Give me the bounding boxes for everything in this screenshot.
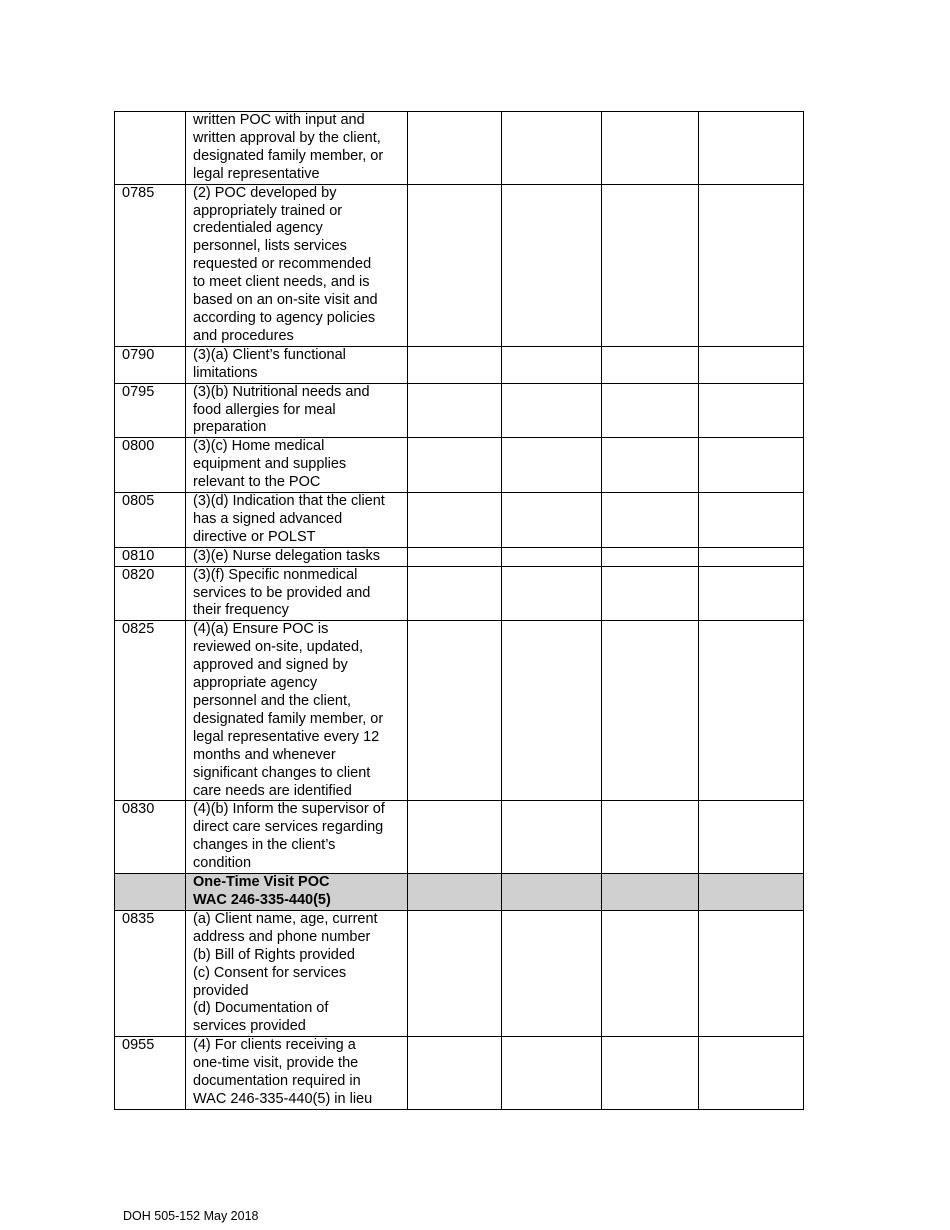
blank-entry-cell[interactable]	[699, 493, 804, 548]
table-row	[115, 493, 804, 548]
description-line: services provided	[193, 1018, 306, 1035]
requirement-description-cell	[186, 383, 408, 438]
blank-entry-cell[interactable]	[602, 438, 699, 493]
blank-entry-cell[interactable]	[699, 346, 804, 383]
rule-code-cell: 0820	[115, 566, 186, 621]
description-line: (3)(b) Nutritional needs and	[193, 383, 370, 400]
description-line: equipment and supplies	[193, 456, 347, 473]
description-line: (d) Documentation of	[193, 1000, 329, 1017]
blank-entry-cell[interactable]	[699, 801, 804, 874]
blank-entry-cell[interactable]	[602, 1037, 699, 1110]
footer-form-id: DOH 505-152 May 2018	[123, 1209, 259, 1223]
description-line: (c) Consent for services	[193, 964, 347, 981]
table-row	[115, 383, 804, 438]
description-line: WAC 246-335-440(5) in lieu	[193, 1090, 373, 1107]
rule-code-cell: 0785	[115, 184, 186, 346]
blank-entry-cell[interactable]	[602, 346, 699, 383]
description-line: designated family member, or	[193, 710, 384, 727]
requirement-description-cell	[186, 910, 408, 1036]
description-line: address and phone number	[193, 928, 371, 945]
description-line: based on an on-site visit and	[193, 292, 378, 309]
blank-entry-cell[interactable]	[408, 493, 502, 548]
table-row	[115, 184, 804, 346]
rule-code-cell	[115, 112, 186, 185]
blank-entry-cell[interactable]	[408, 112, 502, 185]
description-line: documentation required in	[193, 1073, 361, 1090]
blank-entry-cell[interactable]	[602, 493, 699, 548]
description-line: condition	[193, 855, 252, 872]
description-line: (3)(a) Client’s functional	[193, 346, 346, 363]
blank-entry-cell[interactable]	[602, 383, 699, 438]
table-row	[115, 547, 804, 566]
requirement-description-cell	[186, 112, 408, 185]
description-line: preparation	[193, 419, 267, 436]
description-line: relevant to the POC	[193, 474, 321, 491]
description-line: reviewed on-site, updated,	[193, 639, 364, 656]
description-line: approved and signed by	[193, 657, 348, 674]
section-header-row	[115, 874, 804, 911]
blank-entry-cell[interactable]	[502, 383, 602, 438]
blank-entry-cell[interactable]	[502, 1037, 602, 1110]
blank-entry-cell[interactable]	[602, 184, 699, 346]
rule-code-cell: 0810	[115, 547, 186, 566]
blank-entry-cell[interactable]	[602, 801, 699, 874]
description-line: personnel and the client,	[193, 693, 351, 709]
rule-code-cell	[115, 874, 186, 911]
checklist-table	[114, 111, 804, 1110]
description-line: direct care services regarding	[193, 819, 384, 836]
blank-entry-cell[interactable]	[408, 438, 502, 493]
requirement-description-cell	[186, 874, 408, 911]
description-line: (3)(e) Nurse delegation tasks	[193, 547, 380, 564]
blank-entry-cell[interactable]	[408, 566, 502, 621]
description-line: significant changes to client	[193, 764, 371, 781]
blank-entry-cell[interactable]	[502, 910, 602, 1036]
blank-entry-cell[interactable]	[602, 566, 699, 621]
blank-entry-cell[interactable]	[408, 621, 502, 801]
description-line: legal representative	[193, 165, 320, 182]
requirement-description-cell	[186, 621, 408, 801]
rule-code-cell: 0955	[115, 1037, 186, 1110]
description-line: their frequency	[193, 602, 289, 619]
description-line: (3)(c) Home medical	[193, 438, 325, 455]
table-row	[115, 346, 804, 383]
rule-code-cell: 0790	[115, 346, 186, 383]
blank-entry-cell[interactable]	[502, 874, 602, 911]
blank-entry-cell[interactable]	[502, 493, 602, 548]
description-line: limitations	[193, 364, 258, 381]
table-row	[115, 910, 804, 1036]
blank-entry-cell[interactable]	[699, 112, 804, 185]
table-row	[115, 566, 804, 621]
blank-entry-cell[interactable]	[699, 383, 804, 438]
description-line: to meet client needs, and is	[193, 274, 370, 291]
description-line: One-Time Visit POC	[193, 874, 330, 891]
description-line: (4)(b) Inform the supervisor of	[193, 801, 385, 818]
description-line: appropriate agency	[193, 675, 318, 692]
requirement-description-cell	[186, 493, 408, 548]
blank-entry-cell[interactable]	[699, 621, 804, 801]
description-line: services to be provided and	[193, 584, 371, 601]
description-line: written POC with input and	[193, 112, 365, 128]
description-line: WAC 246-335-440(5)	[193, 891, 331, 908]
requirement-description-cell	[186, 438, 408, 493]
description-line: according to agency policies	[193, 309, 376, 326]
description-line: care needs are identified	[193, 782, 352, 799]
blank-entry-cell[interactable]	[408, 184, 502, 346]
rule-code-cell: 0825	[115, 621, 186, 801]
blank-entry-cell[interactable]	[408, 801, 502, 874]
description-line: (b) Bill of Rights provided	[193, 946, 355, 963]
description-line: one-time visit, provide the	[193, 1055, 359, 1072]
description-line: requested or recommended	[193, 256, 372, 273]
blank-entry-cell[interactable]	[502, 566, 602, 621]
table-row	[115, 1037, 804, 1110]
blank-entry-cell[interactable]	[502, 184, 602, 346]
blank-entry-cell[interactable]	[502, 621, 602, 801]
description-line: (4)(a) Ensure POC is	[193, 621, 329, 638]
description-line: directive or POLST	[193, 528, 316, 545]
requirement-description-cell	[186, 547, 408, 566]
blank-entry-cell[interactable]	[408, 1037, 502, 1110]
blank-entry-cell[interactable]	[408, 547, 502, 566]
blank-entry-cell[interactable]	[602, 112, 699, 185]
description-line: legal representative every 12	[193, 728, 380, 745]
description-line: personnel, lists services	[193, 238, 347, 255]
rule-code-cell: 0805	[115, 493, 186, 548]
blank-entry-cell[interactable]	[699, 566, 804, 621]
blank-entry-cell[interactable]	[699, 184, 804, 346]
description-line: (3)(f) Specific nonmedical	[193, 566, 358, 583]
description-line: (2) POC developed by	[193, 184, 337, 201]
blank-entry-cell[interactable]	[699, 1037, 804, 1110]
description-line: food allergies for meal	[193, 401, 336, 418]
description-line: (3)(d) Indication that the client	[193, 493, 385, 510]
requirement-description-cell	[186, 1037, 408, 1110]
description-line: (a) Client name, age, current	[193, 910, 378, 927]
requirement-description-cell	[186, 184, 408, 346]
blank-entry-cell[interactable]	[408, 346, 502, 383]
blank-entry-cell[interactable]	[602, 621, 699, 801]
blank-entry-cell[interactable]	[602, 874, 699, 911]
blank-entry-cell[interactable]	[699, 874, 804, 911]
description-line: written approval by the client,	[193, 129, 381, 146]
rule-code-cell: 0835	[115, 910, 186, 1036]
blank-entry-cell[interactable]	[699, 438, 804, 493]
description-line: has a signed advanced	[193, 510, 343, 527]
blank-entry-cell[interactable]	[502, 438, 602, 493]
table-row	[115, 438, 804, 493]
description-line: designated family member, or	[193, 147, 384, 164]
blank-entry-cell[interactable]	[408, 874, 502, 911]
description-line: provided	[193, 982, 249, 999]
description-line: appropriately trained or	[193, 202, 343, 219]
blank-entry-cell[interactable]	[602, 547, 699, 566]
description-line: (4) For clients receiving a	[193, 1037, 356, 1054]
description-line: months and whenever	[193, 746, 336, 763]
table-row	[115, 801, 804, 874]
description-line: changes in the client’s	[193, 837, 336, 854]
requirement-description-cell	[186, 566, 408, 621]
checklist-table-body	[115, 112, 804, 1110]
description-line: and procedures	[193, 327, 294, 344]
requirement-description-cell	[186, 346, 408, 383]
blank-entry-cell[interactable]	[502, 801, 602, 874]
description-line: credentialed agency	[193, 220, 323, 237]
table-row	[115, 112, 804, 185]
blank-entry-cell[interactable]	[602, 910, 699, 1036]
blank-entry-cell[interactable]	[408, 910, 502, 1036]
blank-entry-cell[interactable]	[502, 547, 602, 566]
blank-entry-cell[interactable]	[699, 547, 804, 566]
blank-entry-cell[interactable]	[699, 910, 804, 1036]
table-row	[115, 621, 804, 801]
rule-code-cell: 0830	[115, 801, 186, 874]
rule-code-cell: 0800	[115, 438, 186, 493]
blank-entry-cell[interactable]	[502, 346, 602, 383]
rule-code-cell: 0795	[115, 383, 186, 438]
blank-entry-cell[interactable]	[502, 112, 602, 185]
requirement-description-cell	[186, 801, 408, 874]
blank-entry-cell[interactable]	[408, 383, 502, 438]
